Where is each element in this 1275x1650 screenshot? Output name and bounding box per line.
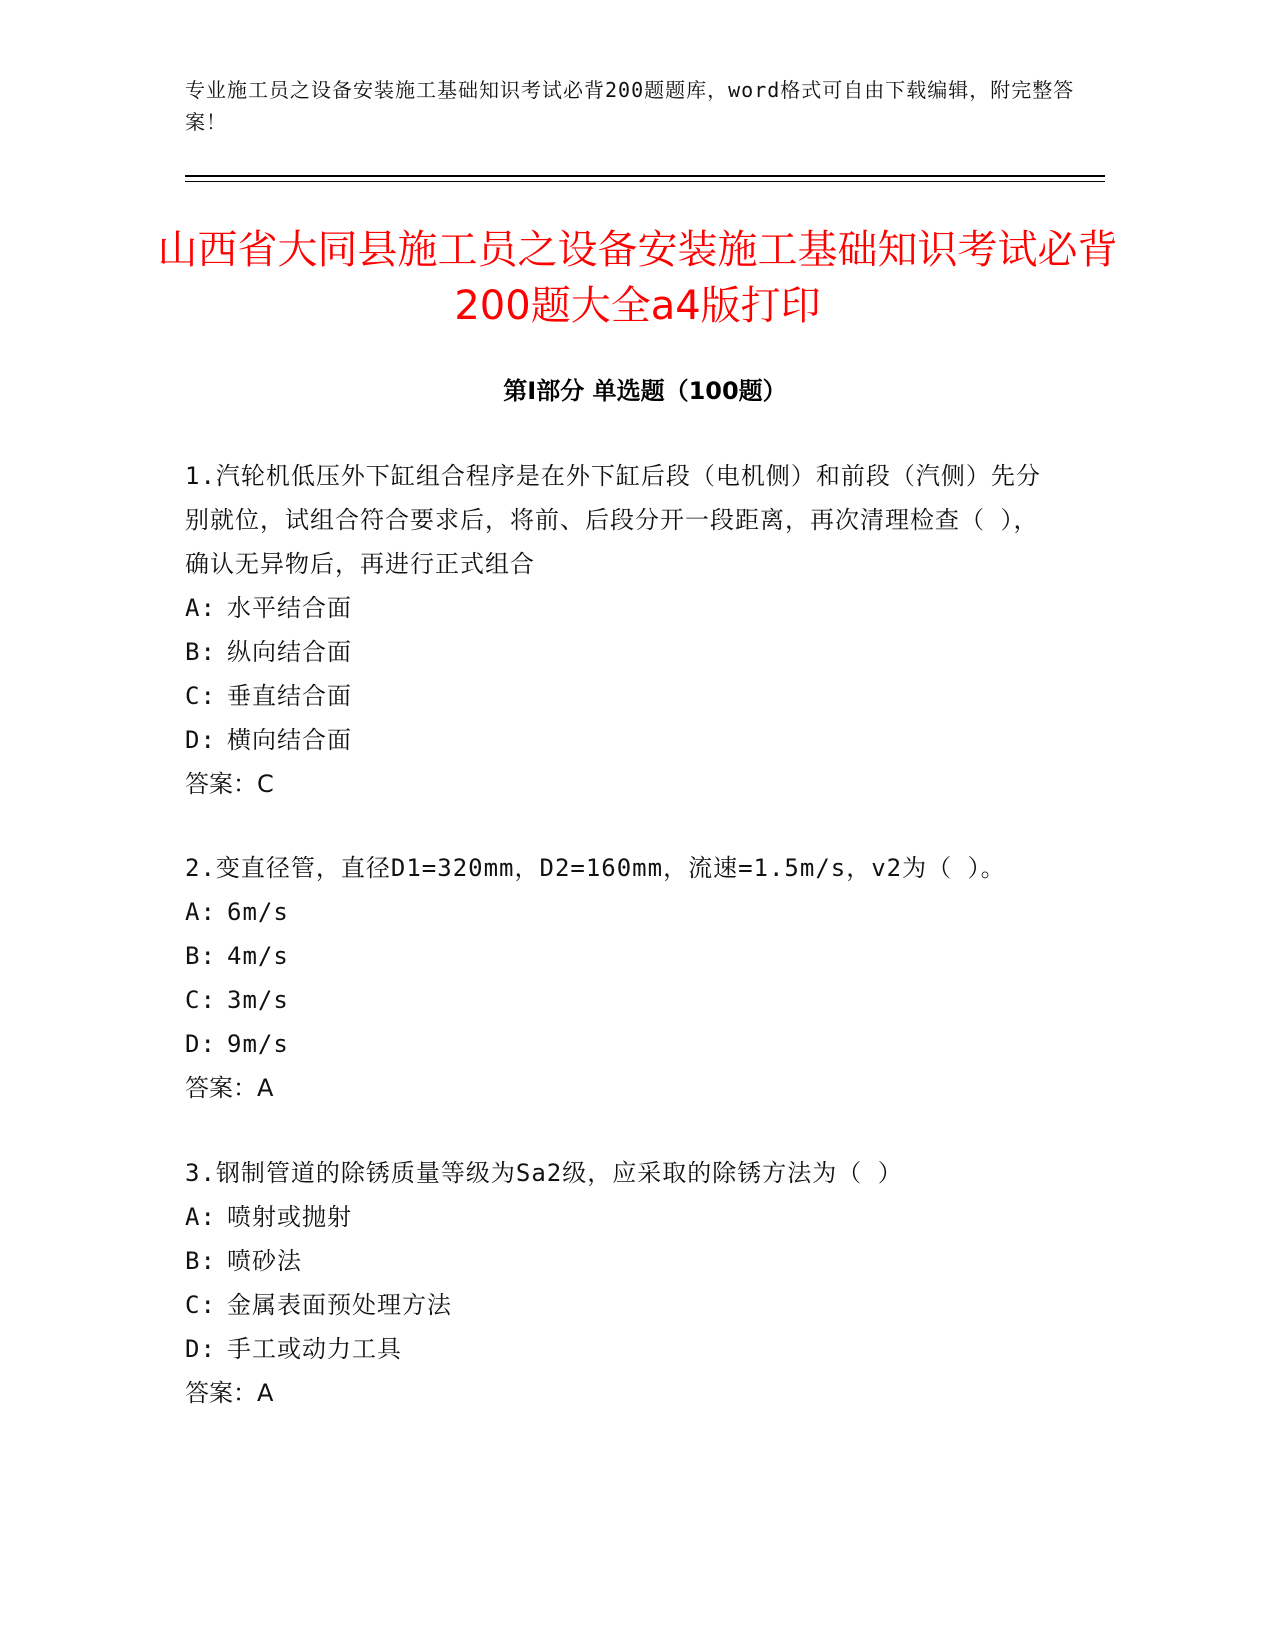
answer-label: 答案： (185, 1074, 257, 1102)
option-text: 6m/s (227, 898, 289, 926)
option-text: 水平结合面 (227, 594, 352, 622)
option-letter: A: (185, 594, 216, 622)
option-letter: C: (185, 682, 216, 710)
option-d (185, 1022, 1045, 1066)
option-letter: D: (185, 1335, 216, 1363)
option-c (185, 1283, 1045, 1327)
question-3 (185, 1151, 1045, 1415)
answer-value: A (257, 1379, 274, 1407)
section-title: 第I部分 单选题（100题） (503, 377, 787, 405)
option-text: 金属表面预处理方法 (227, 1291, 452, 1319)
answer-label: 答案： (185, 1379, 257, 1407)
option-d (185, 1327, 1045, 1371)
option-text: 横向结合面 (227, 726, 352, 754)
question-1 (185, 454, 1045, 806)
question-stem: 2.变直径管，直径D1=320mm，D2=160mm，流速=1.5m/s，v2为（ ）。 (185, 854, 1006, 882)
option-b (185, 934, 1045, 978)
option-letter: B: (185, 638, 216, 666)
answer-value: C (257, 770, 274, 798)
option-text: 纵向结合面 (227, 638, 352, 666)
question-2 (185, 846, 1045, 1110)
option-text: 3m/s (227, 986, 289, 1014)
option-text: 9m/s (227, 1030, 289, 1058)
answer-line (185, 1066, 1045, 1110)
option-a (185, 890, 1045, 934)
option-a (185, 586, 1045, 630)
answer-label: 答案： (185, 770, 257, 798)
option-d (185, 718, 1045, 762)
option-letter: C: (185, 1291, 216, 1319)
header-divider-thin (185, 181, 1105, 182)
option-letter: D: (185, 1030, 216, 1058)
option-a (185, 1195, 1045, 1239)
header-note: 专业施工员之设备安装施工基础知识考试必背200题题库，word格式可自由下载编辑，附完整答案！ (185, 78, 1075, 134)
question-stem: 3.钢制管道的除锈质量等级为Sa2级，应采取的除锈方法为（ ） (185, 1159, 903, 1187)
option-letter: B: (185, 1247, 216, 1275)
option-b (185, 630, 1045, 674)
answer-line (185, 762, 1045, 806)
option-letter: C: (185, 986, 216, 1014)
option-text: 手工或动力工具 (227, 1335, 402, 1363)
option-b (185, 1239, 1045, 1283)
option-text: 喷射或抛射 (227, 1203, 352, 1231)
option-letter: A: (185, 1203, 216, 1231)
option-letter: D: (185, 726, 216, 754)
answer-value: A (257, 1074, 274, 1102)
option-letter: B: (185, 942, 216, 970)
answer-line (185, 1371, 1045, 1415)
option-c (185, 978, 1045, 1022)
option-text: 4m/s (227, 942, 289, 970)
header-divider-thick (185, 175, 1105, 177)
option-text: 喷砂法 (227, 1247, 302, 1275)
question-stem: 1.汽轮机低压外下缸组合程序是在外下缸后段（电机侧）和前段（汽侧）先分别就位，试组合符合要求后，将前、后段分开一段距离，再次清理检查（ ），确认无异物后，再进行正式组合 (185, 462, 1041, 578)
option-c (185, 674, 1045, 718)
option-letter: A: (185, 898, 216, 926)
document-title: 山西省大同县施工员之设备安装施工基础知识考试必背200题大全a4版打印 (157, 227, 1118, 329)
option-text: 垂直结合面 (227, 682, 352, 710)
